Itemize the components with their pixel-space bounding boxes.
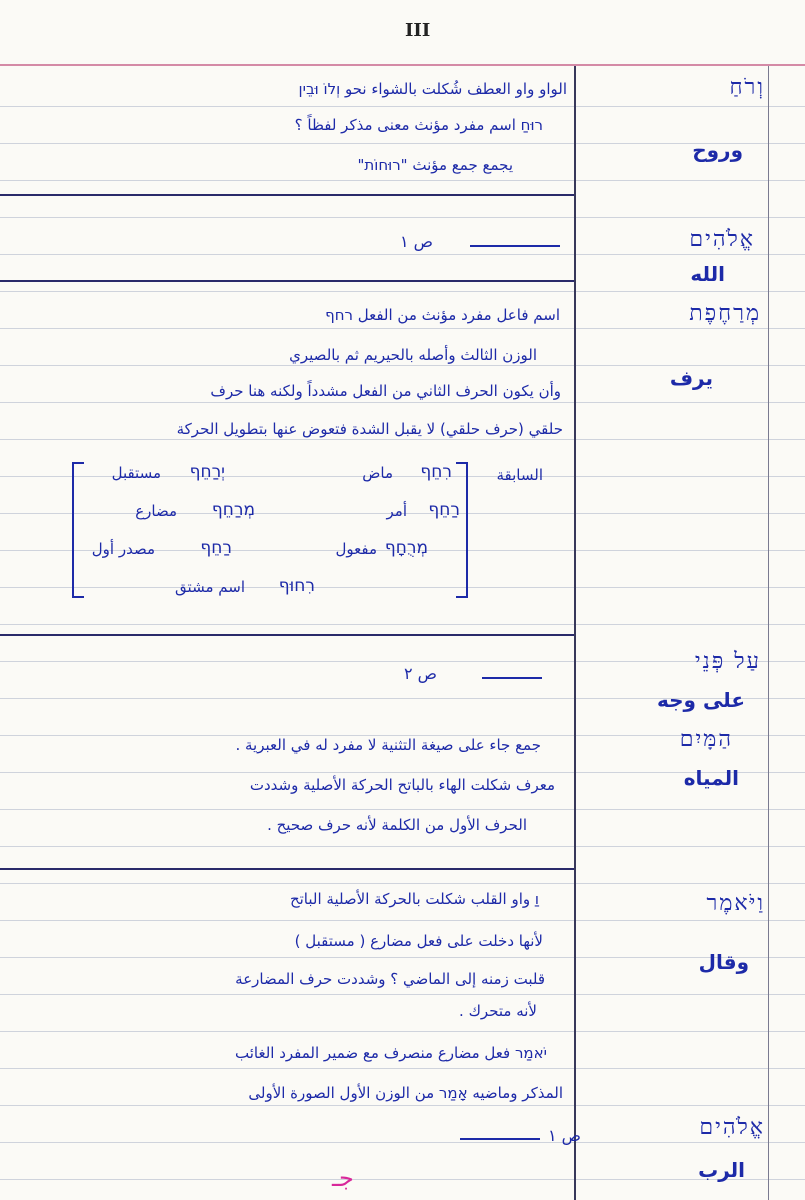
- reference-arrow: [460, 1138, 540, 1140]
- top-margin-line: [0, 64, 805, 66]
- hebrew-word: וְרֹחַ: [729, 75, 765, 100]
- conjugation-bracket-right: [456, 462, 468, 598]
- note-line: الحرف الأول من الكلمة لأنه حرف صحيح .: [267, 816, 527, 834]
- arabic-gloss: الرب: [698, 1158, 745, 1182]
- note-line: قلبت زمنه إلى الماضي ؟ وشددت حرف المضارعة: [235, 970, 545, 988]
- conjugation-label: مفعول: [335, 540, 377, 558]
- note-line: اسم فاعل مفرد مؤنث من الفعل רחף: [325, 306, 560, 324]
- hebrew-word: אֱלֹהִים: [699, 1115, 765, 1140]
- arabic-gloss: وروح: [692, 138, 743, 162]
- conjugation-label: أمر: [386, 502, 407, 520]
- right-margin-line: [768, 66, 769, 1200]
- reference-arrow: [470, 245, 560, 247]
- note-line: וַ واو القلب شكلت بالحركة الأصلية الباتح: [289, 890, 539, 908]
- note-line: المذكر وماضيه אָמַר من الوزن الأول الصورة الأولى: [248, 1084, 563, 1102]
- conjugation-label: مضارع: [135, 502, 177, 520]
- page-reference: ص ٢: [404, 664, 438, 683]
- page-number: III: [405, 20, 431, 41]
- note-line: جمع جاء على صيغة التثنية لا مفرد له في العبرية .: [235, 736, 541, 754]
- conjugation-form: מְרֻחָף: [384, 538, 428, 558]
- entry-separator: [0, 194, 574, 196]
- conjugation-label: اسم مشتق: [175, 578, 245, 596]
- note-line: حلقي (حرف حلقي) لا يقبل الشدة فتعوض عنها بتطويل الحركة: [176, 420, 563, 438]
- entry-separator: [0, 280, 574, 282]
- conjugation-form: יְרַחֵף: [189, 462, 225, 482]
- note-line: لأنها دخلت على فعل مضارع ( مستقبل ): [294, 932, 543, 950]
- arabic-gloss: يرف: [669, 366, 713, 390]
- note-line: רוּחַ اسم مفرد مؤنث معنى مذكر لفظاً ؟: [294, 116, 543, 134]
- conjugation-form: רַחֵף: [200, 538, 232, 558]
- page-reference: ص ١: [548, 1126, 582, 1145]
- note-line: الوزن الثالث وأصله بالحيريم ثم بالصيري: [289, 346, 537, 364]
- hebrew-word: מְרַחֶפֶת: [689, 301, 761, 326]
- arabic-gloss: وقال: [698, 950, 749, 974]
- entry-separator: [0, 868, 574, 870]
- hebrew-word: אֱלֹהִים: [689, 227, 755, 252]
- note-line: יֹאמַר فعل مضارع منصرف مع ضمير المفرد الغائب: [234, 1044, 547, 1062]
- page-header-band: [0, 0, 805, 66]
- conjugation-form: רִחֵף: [420, 462, 452, 482]
- arabic-gloss: على وجه: [657, 688, 745, 712]
- page-reference: ص ١: [400, 232, 434, 251]
- entry-separator: [0, 634, 574, 636]
- column-divider: [574, 66, 576, 1200]
- reference-arrow: [482, 677, 542, 679]
- arabic-gloss: المياه: [683, 766, 739, 790]
- conjugation-form: מְרַחֵף: [211, 500, 255, 520]
- conjugation-form: רִחוּף: [278, 576, 315, 596]
- note-line: الواو واو العطف شُكلت بالشواء نحو ‏וְלוֹ וּבֵין: [298, 80, 567, 98]
- conjugation-label: ماض: [362, 464, 393, 482]
- note-line: معرف شكلت الهاء بالباتح الحركة الأصلية وشددت: [249, 776, 555, 794]
- note-line: وأن يكون الحرف الثاني من الفعل مشدداً ولكنه هنا حرف: [210, 382, 561, 400]
- hebrew-word: עַל פְּנֵי: [694, 649, 761, 674]
- conjugation-bracket-left: [72, 462, 84, 598]
- footer-mark: جـ: [332, 1164, 354, 1192]
- hebrew-word: הַמָּיִם: [679, 727, 733, 752]
- note-line: السابقة: [496, 466, 543, 484]
- note-line: لأنه متحرك .: [459, 1002, 537, 1020]
- conjugation-label: مصدر أول: [91, 540, 155, 558]
- conjugation-form: רַחֵף: [428, 500, 460, 520]
- conjugation-label: مستقبل: [111, 464, 161, 482]
- note-line: يجمع جمع مؤنث "רוּחוֹת": [357, 156, 513, 174]
- arabic-gloss: الله: [690, 262, 725, 286]
- hebrew-word: וַיֹּאמֶר: [706, 891, 765, 916]
